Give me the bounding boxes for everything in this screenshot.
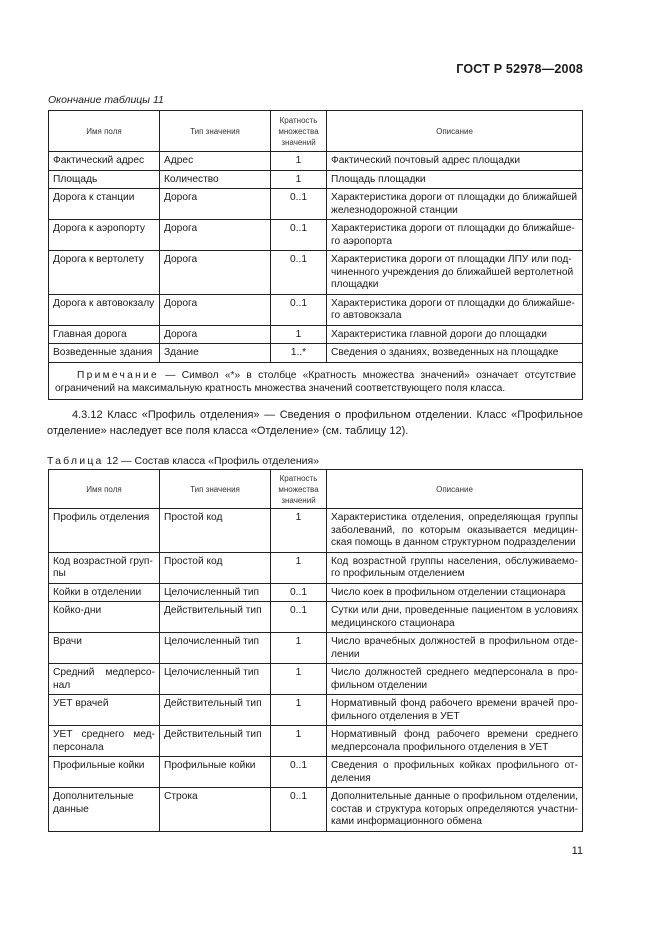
cell-field-name: Фактический адрес [49, 152, 160, 171]
cell-description: Характеристика дороги от площадки ЛПУ или под-чиненного учреждения до ближайшей вертолетной площадки [327, 251, 583, 295]
cell-description: Число врачебных должностей в профильном отде-лении [327, 633, 583, 664]
cell-field-name: Дополнительные данные [49, 788, 160, 832]
note-text: — Символ «*» в столбце «Кратность множества значений» означает отсутствие ограничений на максимальную кратность множества значений соответствующего поля класса. [55, 369, 576, 394]
cell-field-name: УЕТ врачей [49, 695, 160, 726]
cell-field-name: Койко-дни [49, 602, 160, 633]
cell-field-name: Код возрастной груп-пы [49, 552, 160, 583]
cell-multiplicity: 0..1 [271, 757, 327, 788]
cell-description: Нормативный фонд рабочего времени врачей про-фильного отделения в УЕТ [327, 695, 583, 726]
cell-multiplicity: 1 [271, 509, 327, 553]
table-row [49, 552, 583, 583]
table12-caption [47, 455, 319, 467]
table-row [49, 633, 583, 664]
cell-multiplicity: 1..* [271, 344, 327, 363]
table-row [49, 189, 583, 220]
cell-value-type: Адрес [160, 152, 271, 171]
cell-multiplicity: 1 [271, 633, 327, 664]
column-header-description: Описание [327, 470, 583, 509]
table-11 [48, 110, 583, 400]
cell-description: Характеристика дороги от площадки до ближайше-го автовокзала [327, 294, 583, 325]
cell-value-type: Дорога [160, 189, 271, 220]
cell-value-type: Действительный тип [160, 602, 271, 633]
cell-description: Характеристика дороги от площадки до ближайше-го аэропорта [327, 220, 583, 251]
cell-multiplicity: 1 [271, 325, 327, 344]
cell-value-type: Простой код [160, 509, 271, 553]
table12-caption-label: Таблица [47, 455, 104, 467]
cell-field-name: Дорога к станции [49, 189, 160, 220]
cell-field-name: Койки в отделении [49, 583, 160, 602]
cell-field-name: УЕТ среднего мед-персонала [49, 726, 160, 757]
cell-multiplicity: 0..1 [271, 583, 327, 602]
cell-field-name: Средний медперсо-нал [49, 664, 160, 695]
table-header-row [49, 111, 583, 152]
cell-multiplicity: 1 [271, 152, 327, 171]
cell-value-type: Простой код [160, 552, 271, 583]
table-note [49, 362, 583, 399]
cell-field-name: Врачи [49, 633, 160, 664]
cell-value-type: Целочисленный тип [160, 583, 271, 602]
table11-caption: Окончание таблицы 11 [48, 94, 164, 106]
cell-field-name: Дорога к автовокзалу [49, 294, 160, 325]
table-row [49, 583, 583, 602]
cell-description: Характеристика главной дороги до площадки [327, 325, 583, 344]
table-row [49, 726, 583, 757]
cell-field-name: Дорога к аэропорту [49, 220, 160, 251]
cell-multiplicity: 1 [271, 695, 327, 726]
cell-description: Сведения о зданиях, возведенных на площадке [327, 344, 583, 363]
column-header-field-name: Имя поля [49, 470, 160, 509]
table-12 [48, 469, 583, 832]
table-note-row [49, 362, 583, 399]
column-header-multiplicity: Кратность множества значений [271, 470, 327, 509]
cell-multiplicity: 0..1 [271, 788, 327, 832]
cell-field-name: Профиль отделения [49, 509, 160, 553]
column-header-description: Описание [327, 111, 583, 152]
table12-caption-text: 12 — Состав класса «Профиль отделения» [103, 455, 320, 467]
cell-value-type: Целочисленный тип [160, 633, 271, 664]
table-row [49, 325, 583, 344]
cell-value-type: Дорога [160, 294, 271, 325]
cell-value-type: Здание [160, 344, 271, 363]
cell-value-type: Дорога [160, 220, 271, 251]
page-number: 11 [571, 845, 583, 857]
cell-value-type: Количество [160, 170, 271, 189]
table-row [49, 294, 583, 325]
column-header-value-type: Тип значения [160, 470, 271, 509]
table-row [49, 757, 583, 788]
cell-field-name: Дорога к вертолету [49, 251, 160, 295]
cell-description: Сведения о профильных койках профильного от-деления [327, 757, 583, 788]
table-row [49, 220, 583, 251]
cell-field-name: Главная дорога [49, 325, 160, 344]
cell-field-name: Профильные койки [49, 757, 160, 788]
column-header-multiplicity: Кратность множества значений [271, 111, 327, 152]
cell-multiplicity: 0..1 [271, 220, 327, 251]
cell-value-type: Действительный тип [160, 726, 271, 757]
cell-multiplicity: 1 [271, 726, 327, 757]
cell-value-type: Действительный тип [160, 695, 271, 726]
table-header-row [49, 470, 583, 509]
column-header-field-name: Имя поля [49, 111, 160, 152]
cell-description: Нормативный фонд рабочего времени среднего медперсонала профильного отделения в УЕТ [327, 726, 583, 757]
cell-description: Фактический почтовый адрес площадки [327, 152, 583, 171]
cell-description: Характеристика отделения, определяющая группы заболеваний, по которым оказывается медицин-ская помощь в данном структурном подразделении [327, 509, 583, 553]
table-row [49, 152, 583, 171]
cell-value-type: Строка [160, 788, 271, 832]
cell-description: Дополнительные данные о профильном отделении, состав и структура которых определяются участни-ками информационного обмена [327, 788, 583, 832]
cell-multiplicity: 0..1 [271, 189, 327, 220]
table-row [49, 664, 583, 695]
table-row [49, 602, 583, 633]
cell-multiplicity: 1 [271, 170, 327, 189]
standard-header: ГОСТ Р 52978—2008 [456, 62, 583, 76]
table-row [49, 251, 583, 295]
table-row [49, 509, 583, 553]
cell-multiplicity: 1 [271, 664, 327, 695]
cell-description: Сутки или дни, проведенные пациентом в условиях медицинского стационара [327, 602, 583, 633]
note-label: Примечание [77, 369, 159, 381]
cell-value-type: Целочисленный тип [160, 664, 271, 695]
cell-field-name: Площадь [49, 170, 160, 189]
cell-description: Число должностей среднего медперсонала в про-фильном отделении [327, 664, 583, 695]
cell-description: Площадь площадки [327, 170, 583, 189]
table-row [49, 695, 583, 726]
cell-description: Характеристика дороги от площадки до ближайшей железнодорожной станции [327, 189, 583, 220]
section-paragraph: 4.3.12 Класс «Профиль отделения» — Сведения о профильном отделении. Класс «Профильное отделение» наследует все поля класса «Отделение» (см. таблицу 12). [47, 409, 583, 437]
cell-value-type: Дорога [160, 251, 271, 295]
cell-multiplicity: 0..1 [271, 294, 327, 325]
cell-multiplicity: 1 [271, 552, 327, 583]
cell-multiplicity: 0..1 [271, 602, 327, 633]
cell-multiplicity: 0..1 [271, 251, 327, 295]
table-row [49, 788, 583, 832]
table-row [49, 170, 583, 189]
cell-field-name: Возведенные здания [49, 344, 160, 363]
table-row [49, 344, 583, 363]
cell-description: Число коек в профильном отделении стационара [327, 583, 583, 602]
cell-value-type: Профильные койки [160, 757, 271, 788]
cell-description: Код возрастной группы населения, обслуживаемо-го профильным отделением [327, 552, 583, 583]
cell-value-type: Дорога [160, 325, 271, 344]
column-header-value-type: Тип значения [160, 111, 271, 152]
